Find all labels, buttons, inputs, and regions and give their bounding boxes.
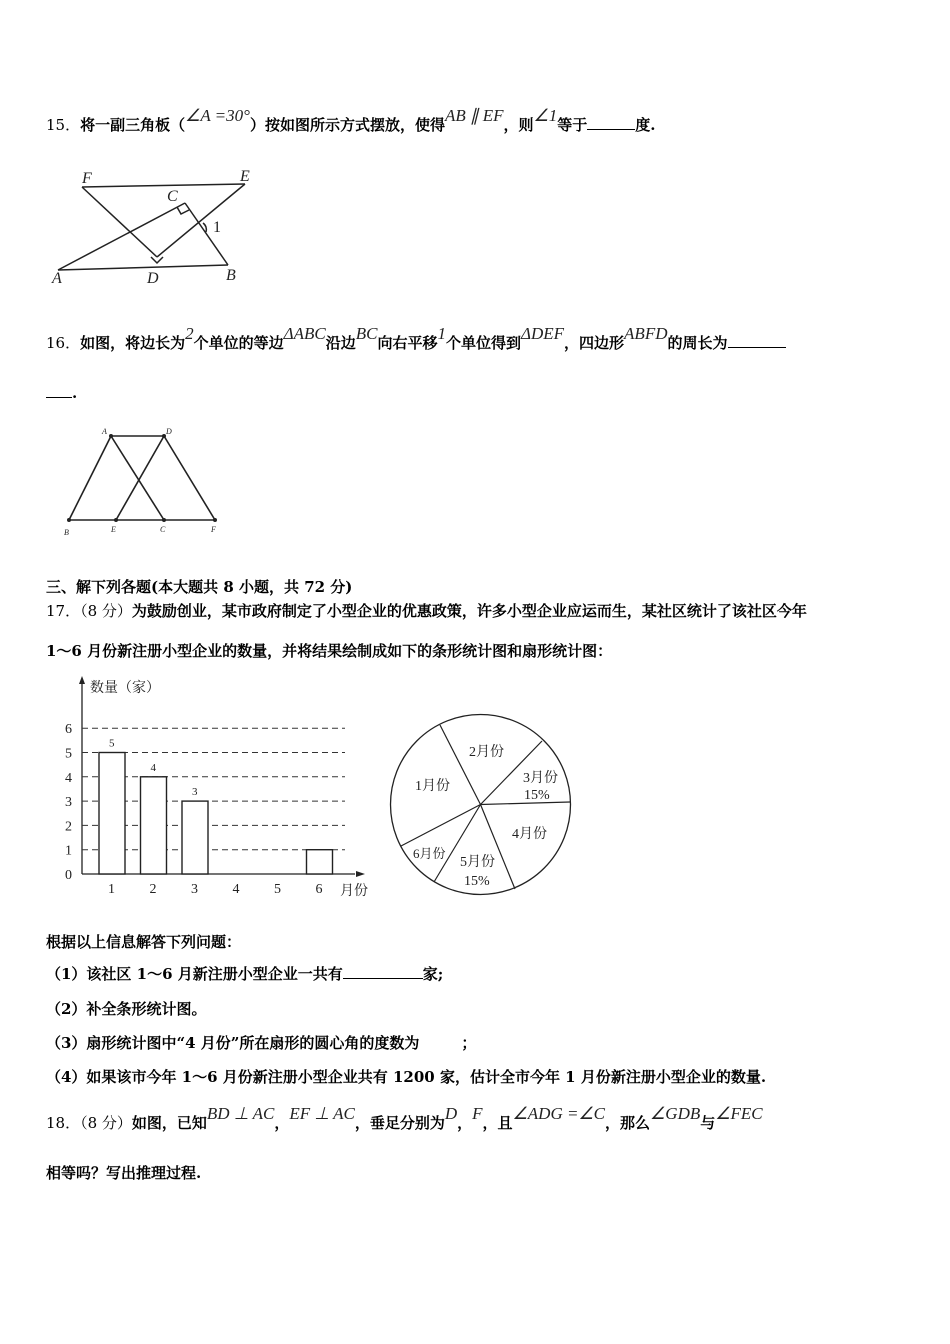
q18-math-f: F [472, 1104, 483, 1123]
q18-math-fec: ∠FEC [715, 1104, 763, 1123]
q18-math-d: D [444, 1104, 458, 1123]
q16-t6: ，四边形 [564, 334, 625, 352]
q17-sub1-end: 家; [422, 965, 444, 983]
q17-sub3 [46, 1032, 476, 1053]
q18-t4: ， [457, 1114, 473, 1132]
pie-pct-3: 15% [524, 788, 550, 803]
q17-sub1-blank[interactable] [343, 964, 423, 979]
q15-math-angle: ∠A =30° [185, 106, 250, 125]
q17-sub4: （4）如果该市今年 1～6 月份新注册小型企业共有 1200 家，估计全市今年 1 月份新注册小型企业的数量. [46, 1068, 767, 1086]
q15-t4: 等于 [557, 116, 588, 134]
q17-score: （8 分） [80, 602, 132, 620]
bar-x-tick-3: 3 [191, 882, 198, 897]
bar-x-tick-5: 5 [274, 882, 281, 897]
bar-month-3 [182, 801, 208, 874]
q15-label-d: D [147, 270, 159, 287]
q18-math-adg: ∠ADG =∠C [512, 1104, 606, 1123]
q16-t3: 沿边 [325, 334, 356, 352]
pie-label-5: 5月份 [460, 855, 495, 870]
q16-math-abfd: ABFD [624, 324, 668, 343]
q15-t3: ，则 [503, 116, 534, 134]
q16-label-a: A [102, 427, 107, 436]
q15-label-a: A [52, 270, 62, 287]
q16-math-2: 2 [185, 324, 194, 343]
q16-math-bc: BC [355, 324, 378, 343]
q18-math-bd-ac: BD ⊥ AC [206, 1104, 275, 1123]
q16-label-c: C [160, 525, 166, 534]
q16-label-f: F [211, 525, 216, 534]
q15-t2: ）按如图所示方式摆放，使得 [249, 116, 445, 134]
bar-month-6 [307, 850, 333, 874]
q18-t6: ，那么 [605, 1114, 651, 1132]
q15-answer-blank[interactable] [587, 115, 635, 130]
bar-y-tick-0: 0 [65, 868, 72, 883]
q16-label-d: D [166, 427, 172, 436]
q15-math-parallel: AB ∥ EF [444, 106, 504, 125]
q16-answer-blank-cont[interactable] [46, 383, 72, 398]
q18-math-ef-ac: EF ⊥ AC [289, 1104, 355, 1123]
q15-t5: 度. [635, 116, 656, 134]
bar-month-2 [141, 777, 167, 874]
pie-label-6: 6月份 [413, 846, 446, 861]
bar-y-tick-3: 3 [65, 795, 72, 811]
q17-sub3-end: ； [461, 1034, 477, 1052]
q16-t7: 的周长为 [667, 334, 728, 352]
q15-label-f: F [82, 170, 92, 187]
q17-sub3-text: （3）扇形统计图中“4 月份”所在扇形的圆心角的度数为 [46, 1034, 420, 1052]
q16-math-def: ΔDEF [521, 324, 565, 343]
section3-heading: 三、解下列各题(本大题共 8 小题，共 72 分) [46, 578, 353, 596]
q17-number: 17． [46, 602, 81, 620]
q16-math-1: 1 [437, 324, 446, 343]
pie-label-1: 1月份 [415, 779, 450, 794]
q15-label-e: E [240, 168, 250, 185]
bar-x-arrow [356, 871, 365, 877]
q16-answer-blank[interactable] [728, 333, 786, 348]
bar-x-tick-1: 1 [108, 882, 115, 897]
q15-label-b: B [226, 267, 236, 284]
q16-figure [55, 422, 235, 540]
q18-number: 18． [46, 1114, 81, 1132]
q18-t1: 如图，已知 [131, 1114, 207, 1132]
bar-x-tick-2: 2 [149, 882, 157, 897]
q15-label-1: 1 [213, 219, 221, 236]
q17-sub2: （2）补全条形统计图。 [46, 1000, 207, 1018]
bar-x-tick-6: 6 [315, 882, 323, 897]
pie-label-3: 3月份 [523, 771, 558, 786]
bar-y-label: 数量（家） [90, 681, 160, 696]
q16-label-e: E [111, 525, 116, 534]
q18-math-gdb: ∠GDB [650, 1104, 701, 1123]
q15-figure [40, 160, 280, 290]
q17-sub1-text: （1）该社区 1～6 月新注册小型企业一共有 [46, 965, 343, 983]
q15-label-c: C [167, 188, 178, 205]
bar-y-arrow [79, 676, 85, 684]
bar-data-label-2: 4 [150, 761, 156, 774]
q16-math-abc: ΔABC [283, 324, 326, 343]
bar-y-tick-5: 5 [65, 746, 72, 762]
q18-t3: ，垂足分别为 [354, 1114, 445, 1132]
pie-label-4: 4月份 [512, 827, 547, 842]
bar-x-tick-4: 4 [232, 882, 240, 897]
bar-data-label-3: 3 [192, 786, 198, 799]
q16-t2: 个单位的等边 [193, 334, 284, 352]
q16-t5: 个单位得到 [445, 334, 521, 352]
q16-text-cont [46, 383, 77, 402]
q15-text [46, 106, 656, 135]
q15-t1: 将一副三角板（ [80, 116, 186, 134]
pie-chart [385, 710, 577, 902]
q18-t5: ，且 [482, 1114, 513, 1132]
q15-number: 15． [46, 116, 81, 134]
q16-t4: 向右平移 [377, 334, 438, 352]
q18-t7: 与 [700, 1114, 716, 1132]
bar-month-1 [99, 753, 125, 875]
q18-t2: ， [274, 1114, 290, 1132]
q17-line1-text: 为鼓励创业，某市政府制定了小型企业的优惠政策，许多小型企业应运而生，某社区统计了该社区今年 [131, 602, 807, 620]
q16-text [46, 324, 786, 353]
q16-label-b: B [64, 528, 69, 537]
bar-chart [55, 672, 385, 904]
q18-score: （8 分） [80, 1114, 132, 1132]
q17-line1 [46, 600, 807, 621]
q17-after: 根据以上信息解答下列问题： [46, 933, 242, 951]
q16-t8: . [72, 384, 78, 402]
pie-label-2: 2月份 [469, 745, 504, 760]
bar-y-tick-1: 1 [65, 843, 72, 859]
q18-line1 [46, 1104, 763, 1133]
bar-data-label-1: 5 [109, 737, 115, 750]
q17-sub1 [46, 963, 443, 984]
q16-number: 16． [46, 334, 81, 352]
pie-pct-5: 15% [464, 874, 490, 889]
q18-line2: 相等吗？写出推理过程. [46, 1164, 202, 1182]
bar-y-tick-2: 2 [65, 819, 72, 835]
bar-x-label: 月份 [340, 884, 368, 899]
q16-t1: 如图，将边长为 [80, 334, 186, 352]
bar-y-tick-4: 4 [65, 770, 72, 786]
bar-y-tick-6: 6 [65, 722, 72, 738]
q15-math-angle1: ∠1 [533, 106, 558, 125]
q17-line2: 1～6 月份新注册小型企业的数量，并将结果绘制成如下的条形统计图和扇形统计图： [46, 642, 613, 660]
